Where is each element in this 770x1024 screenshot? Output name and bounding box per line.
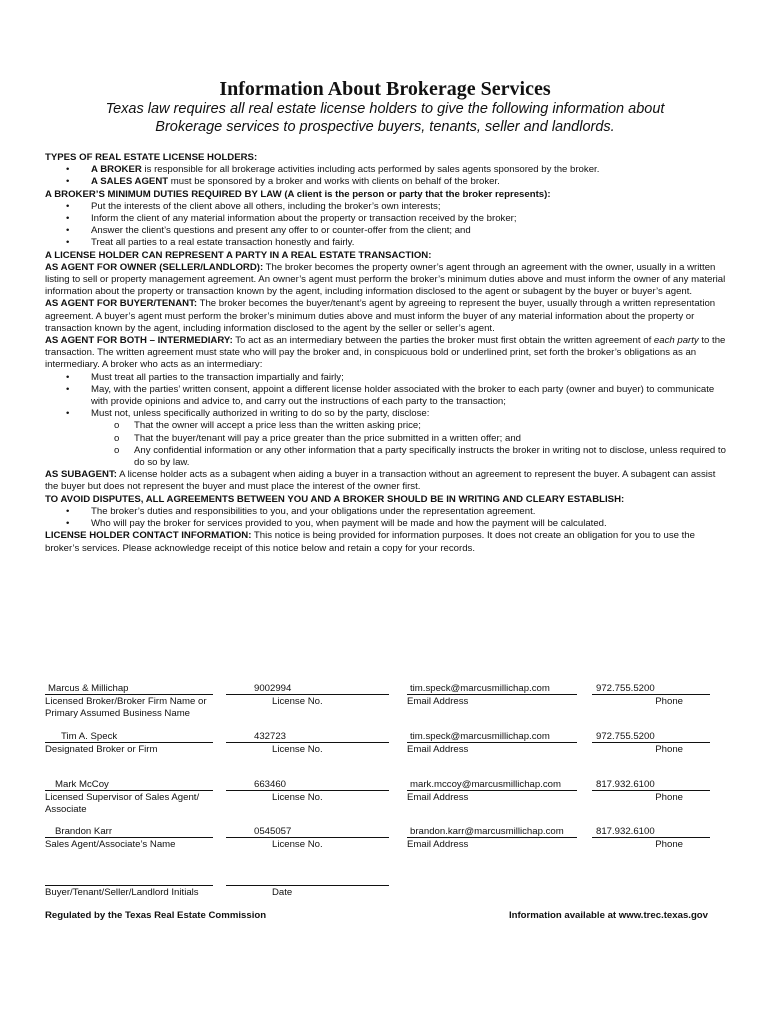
phone-value: 972.755.5200: [596, 731, 655, 742]
email-cell: [407, 731, 577, 756]
subagent-text: A license holder acts as a subagent when aiding a buyer in a transaction without an agreement to represent the buyer. A subagent can assist the buyer but does not represent the buyer and must place the interest of the owner first.: [45, 469, 716, 493]
agent-for-owner-text: The broker becomes the property owner’s agent through an agreement with the owner, usually in a written listing to sell or property management agreement. An owner’s agent must perform the broker’s minimum duties above and must inform the owner of any material information about the property or transaction known by the agent, including information disclosed to the agent or subagent by the buyer or buyer’s agent.: [45, 261, 726, 298]
phone-label: Phone: [655, 696, 683, 707]
license-label: License No.: [272, 792, 323, 803]
phone-cell: [592, 779, 710, 804]
name-field[interactable]: [45, 779, 213, 791]
name-field[interactable]: [45, 731, 213, 743]
email-cell: [407, 779, 577, 804]
license-cell: [226, 731, 389, 756]
name-label: Sales Agent/Associate’s Name: [45, 839, 176, 850]
intermediary-list: [45, 372, 727, 421]
list-item: [45, 225, 727, 237]
list-item: [45, 445, 727, 469]
list-item: [45, 506, 727, 518]
phone-cell: [592, 731, 710, 756]
intermediary-item-text: Must not, unless specifically authorized in writing to do so by the party, disclose:: [91, 408, 430, 420]
email-cell: [407, 683, 577, 708]
duty-text: Answer the client’s questions and present any offer to or counter-offer from the client; and: [91, 225, 471, 237]
list-item: [45, 420, 727, 432]
bullet-icon: •: [66, 237, 70, 249]
email-label: Email Address: [407, 792, 469, 803]
name-value: Marcus & Millichap: [48, 683, 129, 694]
subitem-text: That the owner will accept a price less than the written asking price;: [134, 420, 421, 432]
list-item: [45, 384, 727, 408]
name-cell: [45, 779, 213, 816]
term-sales-agent: A SALES AGENT: [91, 176, 169, 188]
phone-field[interactable]: [592, 683, 710, 695]
list-item: [45, 518, 727, 530]
phone-cell: [592, 826, 710, 851]
subagent-paragraph: [45, 469, 727, 493]
license-value: 0545057: [254, 826, 292, 837]
intermediary-item-text: May, with the parties’ written consent, appoint a different license holder associated with the broker to each party (owner and buyer) to communicate with provide opinions and advice to, and carry out the instructions of each party to the transaction;: [91, 383, 715, 408]
name-field[interactable]: [45, 683, 213, 695]
name-value: Tim A. Speck: [61, 731, 118, 742]
bullet-icon: •: [66, 505, 70, 517]
email-field[interactable]: [407, 779, 577, 791]
duty-text: Treat all parties to a real estate transaction honestly and fairly.: [91, 237, 355, 249]
phone-field[interactable]: [592, 826, 710, 838]
name-label: Licensed Supervisor of Sales Agent/: [45, 792, 200, 803]
email-field[interactable]: [407, 683, 577, 695]
duties-heading: A BROKER’S MINIMUM DUTIES REQUIRED BY LAW (A client is the person or party that the broker represents):: [45, 188, 551, 200]
name-cell: [45, 826, 213, 851]
agent-for-owner-paragraph: [45, 262, 727, 299]
document-body: [45, 152, 727, 555]
term-broker: A BROKER: [91, 164, 142, 176]
license-cell: [226, 779, 389, 804]
name-label: Designated Broker or Firm: [45, 744, 158, 755]
bullet-icon: •: [66, 383, 70, 395]
intermediary-text-a: To act as an intermediary between the parties the broker must first obtain the written agreement of: [232, 335, 654, 347]
bullet-icon: •: [66, 225, 70, 237]
list-item: [45, 164, 727, 176]
license-cell: [226, 683, 389, 708]
list-item: [45, 433, 727, 445]
represent-heading: A LICENSE HOLDER CAN REPRESENT A PARTY IN A REAL ESTATE TRANSACTION:: [45, 249, 432, 261]
phone-field[interactable]: [592, 731, 710, 743]
bullet-icon: •: [66, 200, 70, 212]
subitem-text: That the buyer/tenant will pay a price greater than the price submitted in a written offer; and: [134, 432, 521, 444]
dispute-item-text: Who will pay the broker for services provided to you, when payment will be made and how the payment will be calculated.: [91, 518, 607, 530]
bullet-icon: •: [66, 164, 70, 176]
name-cell: [45, 683, 213, 720]
duty-text: Inform the client of any material information about the property or transaction received by the broker;: [91, 213, 517, 225]
list-item: [45, 201, 727, 213]
email-field[interactable]: [407, 731, 577, 743]
phone-label: Phone: [655, 792, 683, 803]
name-value: Brandon Karr: [55, 826, 113, 837]
phone-value: 817.932.6100: [596, 826, 655, 837]
bullet-icon: •: [66, 176, 70, 188]
dispute-item-text: The broker’s duties and responsibilities to you, and your obligations under the representation agreement.: [91, 505, 536, 517]
types-list: [45, 164, 727, 188]
contact-info-heading: LICENSE HOLDER CONTACT INFORMATION:: [45, 530, 252, 542]
name-cell: [45, 731, 213, 756]
footer-regulator: Regulated by the Texas Real Estate Commission: [45, 910, 267, 921]
footer-info-link[interactable]: Information available at www.trec.texas.gov: [508, 910, 708, 921]
duties-list: [45, 201, 727, 250]
subagent-heading: AS SUBAGENT:: [45, 469, 117, 481]
contact-info-text: This notice is being provided for information purposes. It does not create an obligation for you to use the broker’s services. Please acknowledge receipt of this notice below and retain a copy for your records.: [45, 530, 695, 554]
email-value: mark.mccoy@marcusmillichap.com: [410, 779, 562, 790]
document-title: Information About Brokerage Services: [219, 78, 551, 100]
license-value: 9002994: [254, 683, 292, 694]
email-label: Email Address: [407, 744, 469, 755]
license-label: License No.: [272, 744, 323, 755]
license-field[interactable]: [226, 779, 389, 791]
document-subtitle: [60, 100, 710, 136]
date-field[interactable]: [226, 874, 389, 886]
types-heading: TYPES OF REAL ESTATE LICENSE HOLDERS:: [45, 152, 258, 163]
license-cell: [226, 826, 389, 851]
subtitle-line-2: Brokerage services to prospective buyers, tenants, seller and landlords.: [155, 119, 615, 135]
bullet-icon: •: [66, 518, 70, 530]
bullet-icon: •: [66, 371, 70, 383]
name-value: Mark McCoy: [55, 779, 109, 790]
initials-cell: [45, 874, 213, 899]
disputes-heading: TO AVOID DISPUTES, ALL AGREEMENTS BETWEEN YOU AND A BROKER SHOULD BE IN WRITING AND CLEARY ESTABLISH:: [45, 493, 625, 505]
agent-for-buyer-paragraph: [45, 298, 727, 335]
phone-field[interactable]: [592, 779, 710, 791]
phone-label: Phone: [655, 744, 683, 755]
duty-text: Put the interests of the client above all others, including the broker’s own interests;: [91, 200, 441, 212]
email-value: tim.speck@marcusmillichap.com: [410, 731, 550, 742]
date-cell: [226, 874, 389, 899]
agent-for-buyer-heading: AS AGENT FOR BUYER/TENANT:: [45, 298, 198, 310]
intermediary-item-text: Must treat all parties to the transaction impartially and fairly;: [91, 371, 344, 383]
name-label: Licensed Broker/Broker Firm Name or: [45, 696, 207, 707]
intermediary-text-italic: each party: [653, 335, 699, 347]
phone-label: Phone: [655, 839, 683, 850]
term-sales-agent-text: must be sponsored by a broker and works with clients on behalf of the broker.: [168, 176, 500, 188]
name-field[interactable]: [45, 826, 213, 838]
intermediary-paragraph: [45, 335, 727, 372]
intermediary-text-b: to the transaction. The written agreement must state who will pay the broker and, in conspicuous bold or underlined print, set forth the broker’s obligations as an intermediary. A broker who acts as an intermediary:: [45, 335, 726, 371]
date-label: Date: [272, 887, 293, 898]
phone-value: 817.932.6100: [596, 779, 655, 790]
email-label: Email Address: [407, 839, 469, 850]
license-value: 663460: [254, 779, 287, 790]
email-cell: [407, 826, 577, 851]
intermediary-sublist: [45, 420, 727, 469]
license-field[interactable]: [226, 826, 389, 838]
contact-info-paragraph: [45, 530, 727, 554]
phone-value: 972.755.5200: [596, 683, 655, 694]
subitem-text: Any confidential information or any other information that a party specifically instructs the broker in writing not to disclose, unless required to do so by law.: [134, 444, 726, 469]
list-item: [45, 176, 727, 188]
list-item: [45, 372, 727, 384]
subtitle-line-1: Texas law requires all real estate license holders to give the following information about: [105, 101, 665, 117]
circle-bullet-icon: o: [114, 420, 120, 432]
license-label: License No.: [272, 839, 323, 850]
disputes-list: [45, 506, 727, 530]
license-value: 432723: [254, 731, 287, 742]
email-value: tim.speck@marcusmillichap.com: [410, 683, 550, 694]
bullet-icon: •: [66, 408, 70, 420]
name-label-2: Primary Assumed Business Name: [45, 708, 191, 720]
email-label: Email Address: [407, 696, 469, 707]
email-value: brandon.karr@marcusmillichap.com: [410, 826, 564, 837]
phone-cell: [592, 683, 710, 708]
list-item: [45, 213, 727, 225]
agent-for-buyer-text: The broker becomes the buyer/tenant’s agent by agreeing to represent the buyer, usually through a written representation agreement. A buyer’s agent must perform the broker’s minimum duties above and must inform the buyer of any material information about the property or transaction known by the agent, including information disclosed to the agent by the seller or seller’s agent.: [45, 298, 716, 334]
intermediary-heading: AS AGENT FOR BOTH – INTERMEDIARY:: [45, 335, 233, 347]
license-field[interactable]: [226, 731, 389, 743]
circle-bullet-icon: o: [114, 432, 120, 444]
agent-for-owner-heading: AS AGENT FOR OWNER (SELLER/LANDLORD):: [45, 261, 264, 273]
initials-label: Buyer/Tenant/Seller/Landlord Initials: [45, 887, 199, 898]
bullet-icon: •: [66, 213, 70, 225]
term-broker-text: is responsible for all brokerage activities including acts performed by sales agents sponsored by the broker.: [141, 164, 600, 176]
email-field[interactable]: [407, 826, 577, 838]
license-field[interactable]: [226, 683, 389, 695]
initials-field[interactable]: [45, 874, 213, 886]
list-item: [45, 237, 727, 249]
license-label: License No.: [272, 696, 323, 707]
name-label-2: Associate: [45, 804, 87, 816]
list-item: [45, 408, 727, 420]
circle-bullet-icon: o: [114, 444, 120, 456]
